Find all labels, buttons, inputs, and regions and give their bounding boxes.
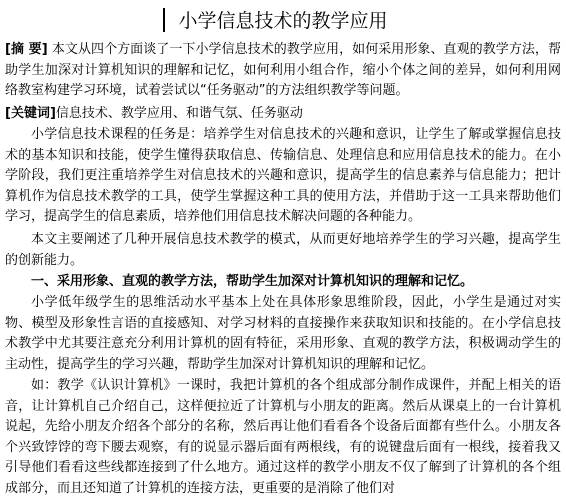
keywords-paragraph	[5, 104, 561, 125]
example-paragraph: 如：教学《认识计算机》一课时，我把计算机的各个组成部分制作成课件，并配上相关的语音，让计算机自己介绍自己，这样便拉近了计算机与小朋友的距离。然后从课桌上的一台计算机说起，先给小朋友介绍各个部分的名称，然后再让他们看看各个设备后面都有些什么。小朋友各个兴致饽饽的弯下腰去观察，有的说显示器后面有两根线，有的说键盘后面有一根线，接着我又引导他们看看这些线都连接到了什么地方。通过这样的教学小朋友不仅了解到了计算机的各个组成部分，而且还知道了计算机的连接方法，更重要的是消除了他们对	[5, 378, 561, 496]
section-1-paragraph: 小学低年级学生的思维活动水平基本上处在具体形象思维阶段，因此，小学生是通过对实物、模型及形象性言语的直接感知、对学习材料的直接操作来获取知识和技能的。在小学信息技术教学中尤其要注意充分利用计算机的固有特征，采用形象、直观的教学方法，积极调动学生的主动性，提高学生的学习兴趣，帮助学生加深对计算机知识的理解和记忆。	[5, 295, 561, 372]
keywords-label: [关键词]	[5, 106, 56, 121]
keywords-text: 信息技术、教学应用、和谐气氛、任务驱动	[55, 106, 303, 121]
document-title: 小学信息技术的教学应用	[178, 10, 388, 32]
intro-paragraph: 小学信息技术课程的任务是：培养学生对信息技术的兴趣和意识，让学生了解或掌握信息技术的基本知识和技能，使学生懂得获取信息、传输信息、处理信息和应用信息技术的能力。在小学阶段，我们更注重培养学生对信息技术的兴趣和意识，提高学生的信息素养与信息能力；把计算机作为信息技术教学的工具，使学生掌握这种工具的使用方法，并借助于这一工具来帮助他们学习，提高学生的信息素质，培养他们用信息技术解决问题的各种能力。	[5, 127, 561, 225]
section-heading-1: 一、采用形象、直观的教学方法，帮助学生加深对计算机知识的理解和记忆。	[31, 274, 474, 289]
abstract-text: 本文从四个方面谈了一下小学信息技术的教学应用，如何采用形象、直观的教学方法，帮助学生加深对计算机知识的理解和记忆，如何利用小组合作，缩小个体之间的差异，如何利用网络教室构建学习环境，试着尝试以“任务驱动”的方法组织教学等问题。	[5, 42, 561, 99]
abstract-paragraph	[5, 40, 561, 102]
abstract-label: [摘 要]	[5, 42, 48, 57]
overview-paragraph: 本文主要阐述了几种开展信息技术教学的模式，从而更好地培养学生的学习兴趣，提高学生的创新能力。	[5, 232, 561, 268]
